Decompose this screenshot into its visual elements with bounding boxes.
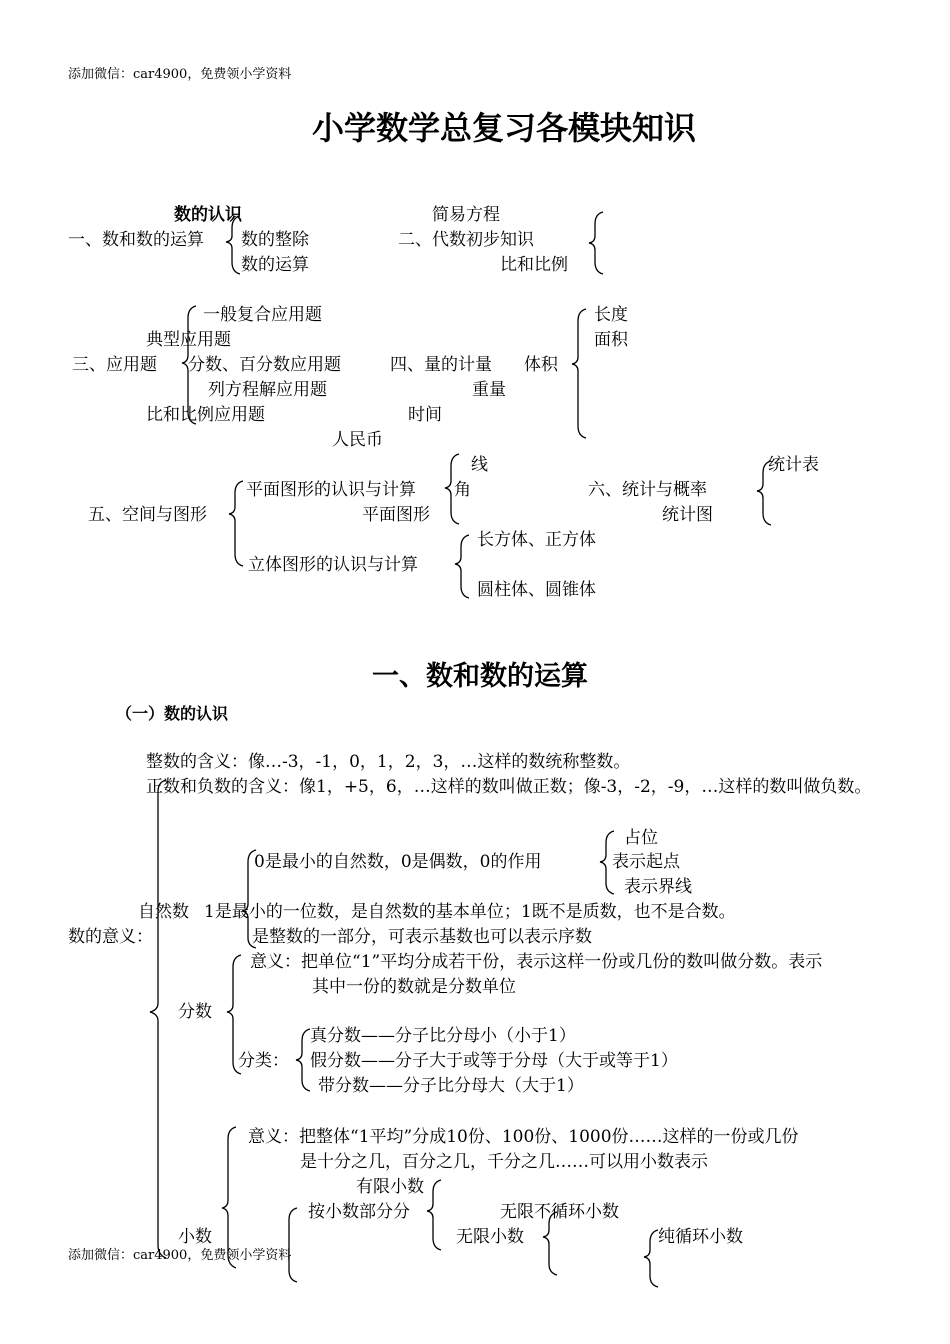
m4-item-time: 时间 <box>408 405 442 425</box>
fraction-class-improper: 假分数——分子大于或等于分母（大于或等于1） <box>310 1051 678 1071</box>
m1-title: 一、数和数的运算 <box>68 230 204 250</box>
m2-item-equation: 简易方程 <box>432 205 500 225</box>
zero-role-start: 表示起点 <box>612 852 680 872</box>
m3-item-equation: 列方程解应用题 <box>208 380 327 400</box>
section1-subtitle: （一）数的认识 <box>116 704 229 723</box>
zero-role-boundary: 表示界线 <box>624 877 692 897</box>
m3-title: 三、应用题 <box>72 355 157 375</box>
decimal-meaning-line2: 是十分之几，百分之几，千分之几……可以用小数表示 <box>300 1152 708 1172</box>
zero-statement: 0是最小的自然数，0是偶数，0的作用 <box>254 852 542 872</box>
footer-note: 添加微信：car4900，免费领小学资料 <box>68 1248 292 1263</box>
header-note: 添加微信：car4900，免费领小学资料 <box>68 67 292 82</box>
m6-item-table: 统计表 <box>768 455 819 475</box>
decimal-label: 小数 <box>178 1227 212 1247</box>
m2-item-ratio: 比和比例 <box>500 255 568 275</box>
posneg-definition: 正数和负数的含义：像1，+5，6，…这样的数叫做正数；像-3，-2，-9，…这样的数叫做负数。 <box>146 777 872 797</box>
m4-item-area: 面积 <box>594 330 628 350</box>
m3-item-typical: 典型应用题 <box>146 330 231 350</box>
m3-item-fraction: 分数、百分数应用题 <box>188 355 341 375</box>
m3-item-general: 一般复合应用题 <box>203 305 322 325</box>
m1-item-divisibility: 数的整除 <box>241 230 309 250</box>
decimal-pure-repeating: 纯循环小数 <box>658 1227 743 1247</box>
decimal-by-part: 按小数部分分 <box>308 1202 410 1222</box>
m4-item-length: 长度 <box>594 305 628 325</box>
fraction-class-mixed: 带分数——分子比分母大（大于1） <box>318 1076 584 1096</box>
fraction-meaning-line1: 意义：把单位“1”平均分成若干份，表示这样一份或几份的数叫做分数。表示 <box>250 952 823 972</box>
m6-item-chart: 统计图 <box>662 505 713 525</box>
m6-title: 六、统计与概率 <box>588 480 707 500</box>
m4-item-money: 人民币 <box>332 430 383 450</box>
m2-title: 二、代数初步知识 <box>398 230 534 250</box>
zero-role-placeholder: 占位 <box>624 828 658 848</box>
m1-item-number-recognition: 数的认识 <box>174 205 242 225</box>
natural-part-statement: 是整数的一部分，可表示基数也可以表示序数 <box>252 927 592 947</box>
m5-plane: 平面图形的认识与计算 <box>246 480 416 500</box>
m5-item-plane-shape: 平面图形 <box>362 505 430 525</box>
section1-title: 一、数和数的运算 <box>372 661 588 692</box>
m4-title: 四、量的计量 <box>390 355 492 375</box>
m5-item-angle: 角 <box>454 480 471 500</box>
fraction-label: 分数 <box>178 1002 212 1022</box>
decimal-meaning-line1: 意义：把整体“1平均”分成10份、100份、1000份……这样的一份或几份 <box>248 1127 799 1147</box>
page-title: 小学数学总复习各模块知识 <box>312 109 697 147</box>
decimal-infinite: 无限小数 <box>456 1227 524 1247</box>
m4-item-volume: 体积 <box>524 355 558 375</box>
m1-item-operation: 数的运算 <box>241 255 309 275</box>
one-statement: 1是最小的一位数，是自然数的基本单位；1既不是质数，也不是合数。 <box>204 902 736 922</box>
m3-item-ratio: 比和比例应用题 <box>146 405 265 425</box>
m4-item-weight: 重量 <box>472 380 506 400</box>
m5-item-cuboid: 长方体、正方体 <box>477 530 596 550</box>
fraction-meaning-line2: 其中一份的数就是分数单位 <box>312 977 516 997</box>
fraction-class-label: 分类： <box>238 1051 289 1071</box>
decimal-finite: 有限小数 <box>356 1177 424 1197</box>
meaning-label: 数的意义： <box>68 927 153 947</box>
integer-definition: 整数的含义：像…-3，-1，0，1，2，3，…这样的数统称整数。 <box>146 752 631 772</box>
m5-item-line: 线 <box>471 455 488 475</box>
m5-solid: 立体图形的认识与计算 <box>248 555 418 575</box>
natural-label: 自然数 <box>138 902 189 922</box>
m5-item-cylinder: 圆柱体、圆锥体 <box>477 580 596 600</box>
m5-title: 五、空间与图形 <box>88 505 207 525</box>
decimal-non-repeating: 无限不循环小数 <box>500 1202 619 1222</box>
fraction-class-proper: 真分数——分子比分母小（小于1） <box>310 1026 576 1046</box>
